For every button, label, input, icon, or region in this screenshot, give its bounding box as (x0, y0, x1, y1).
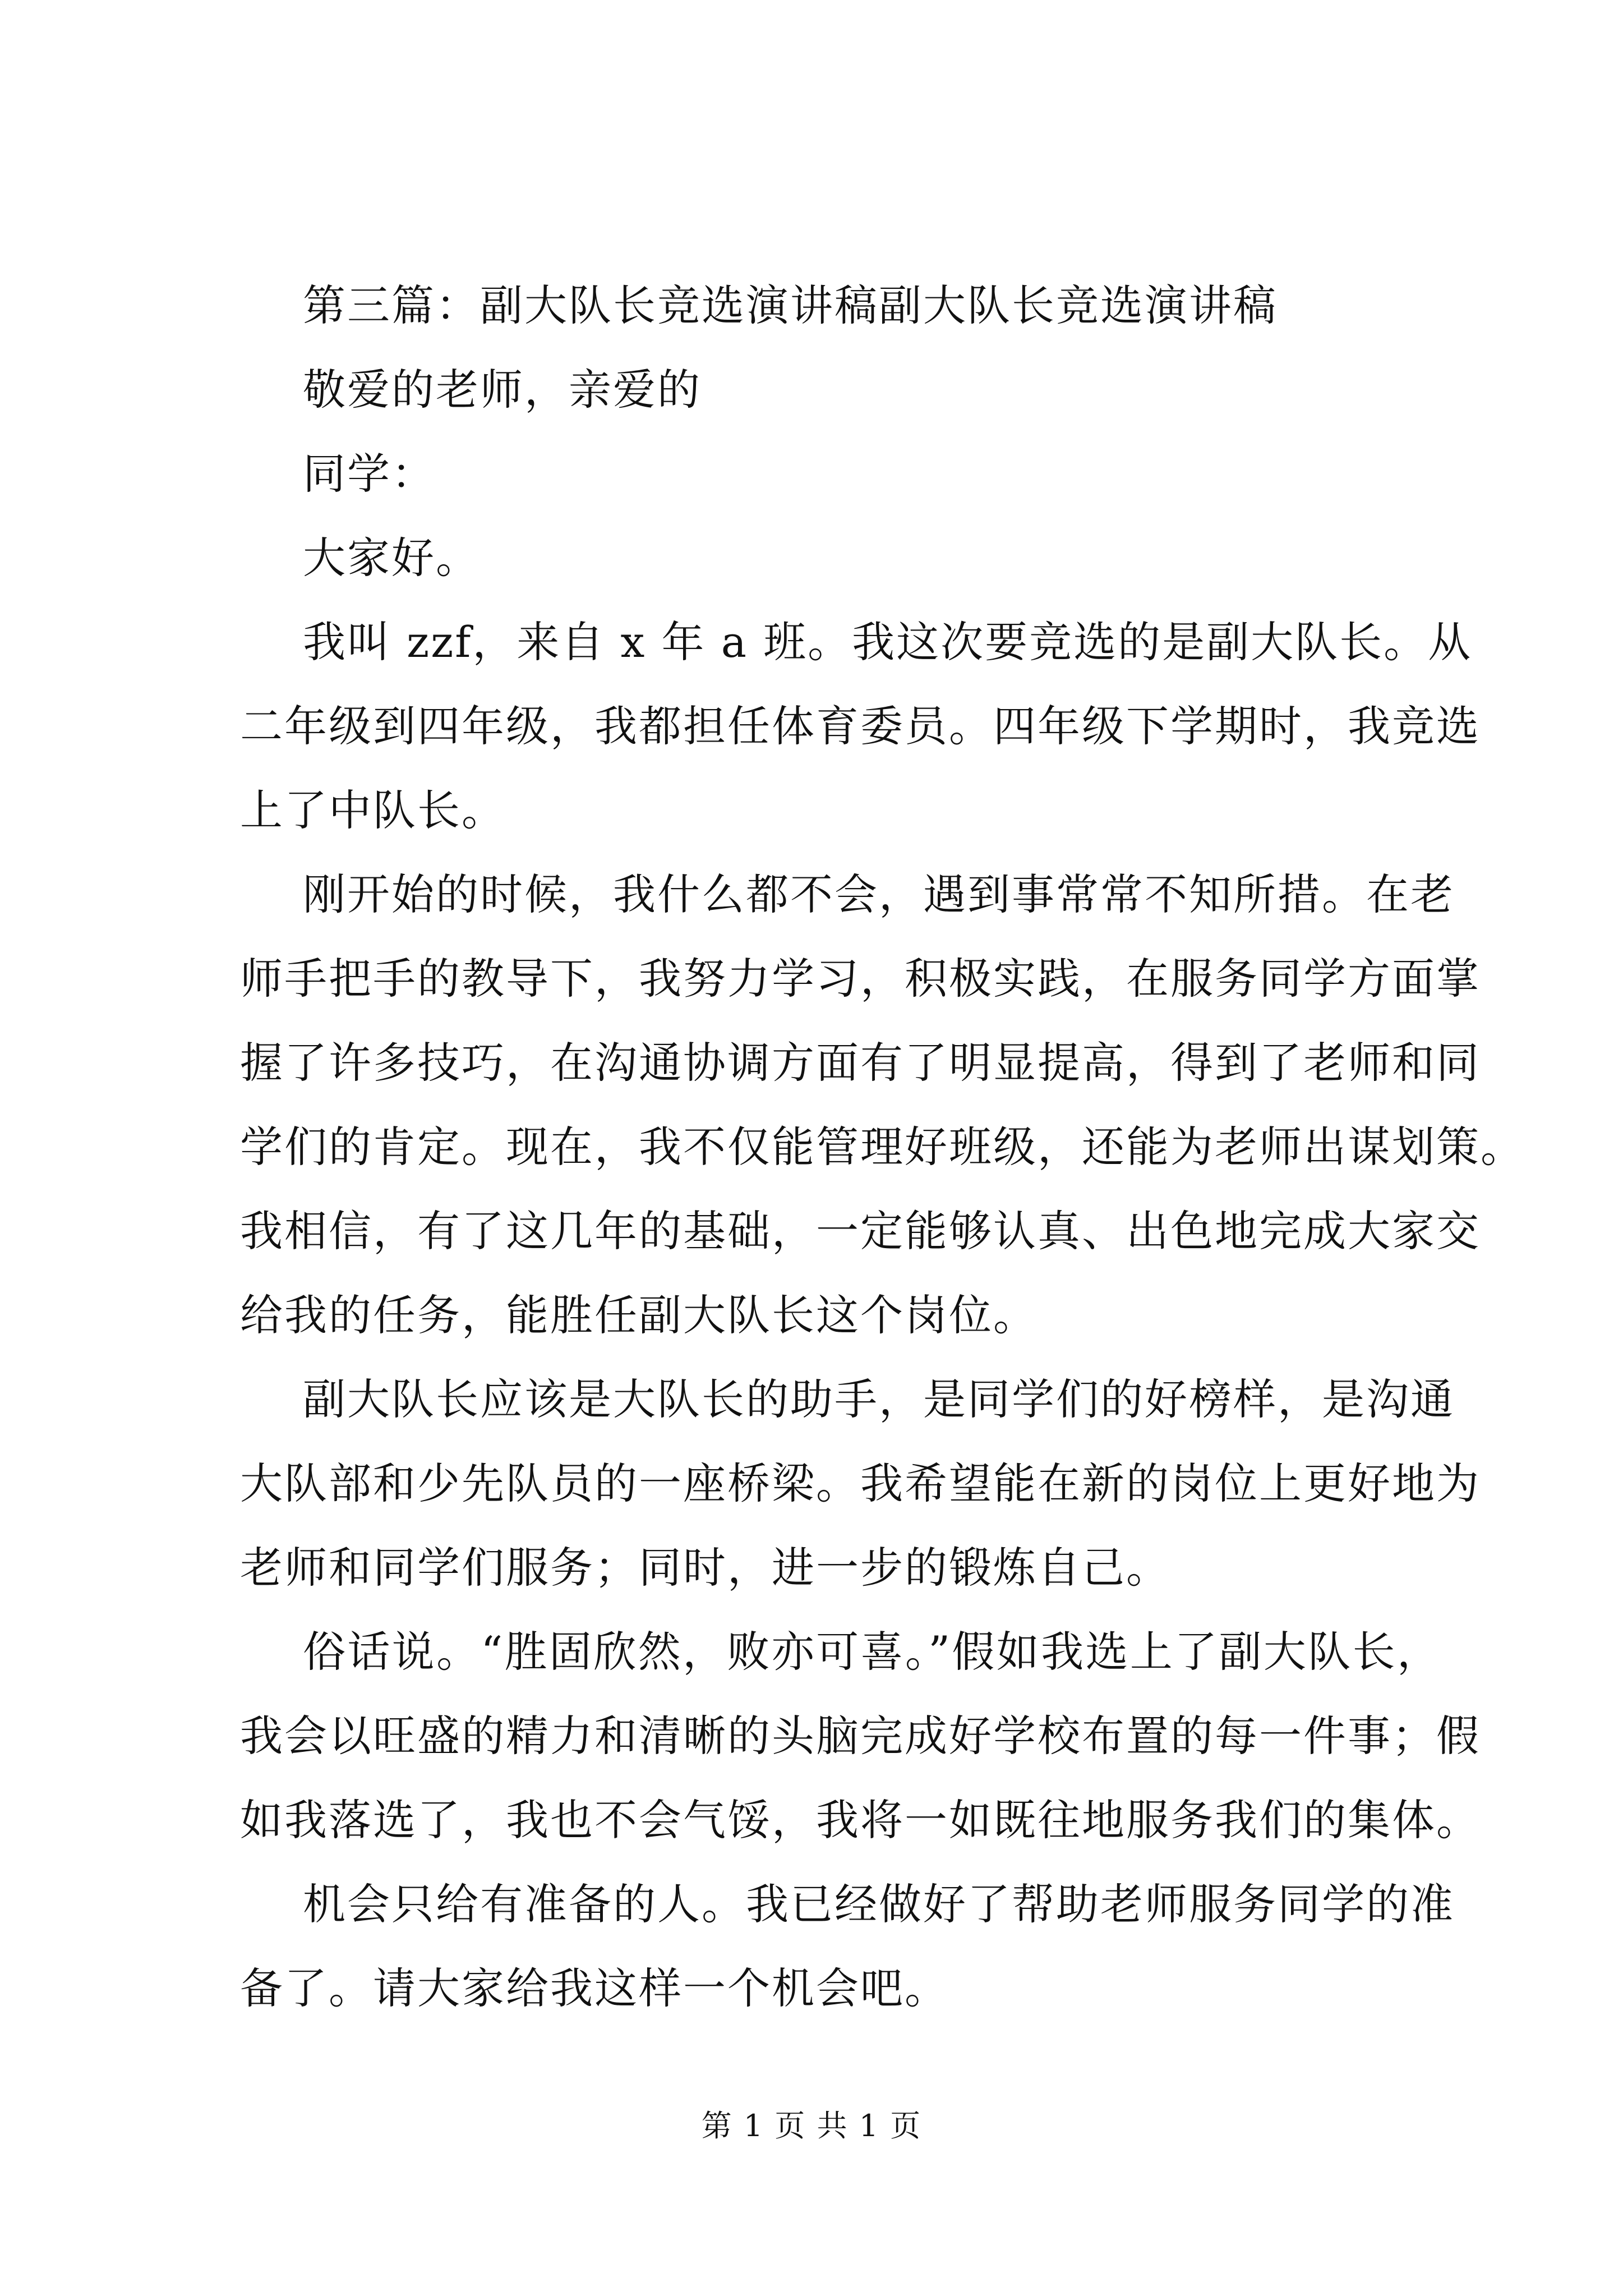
paragraph-line: 副大队长应该是大队长的助手，是同学们的好榜样，是沟通 (303, 1374, 1455, 1424)
page-number-footer: 第 1 页 共 1 页 (701, 2108, 922, 2143)
paragraph-line: 老师和同学们服务；同时，进一步的锻炼自己。 (240, 1543, 1170, 1593)
paragraph-line: 我叫 zzf，来自 x 年 a 班。我这次要竞选的是副大队长。从 (303, 617, 1473, 667)
paragraph-line: 如我落选了，我也不会气馁，我将一如既往地服务我们的集体。 (240, 1795, 1481, 1845)
paragraph-line: 学们的肯定。现在，我不仅能管理好班级，还能为老师出谋划策。 (240, 1122, 1525, 1172)
paragraph-line: 握了许多技巧，在沟通协调方面有了明显提高，得到了老师和同 (240, 1038, 1481, 1088)
paragraph-line: 我相信，有了这几年的基础，一定能够认真、出色地完成大家交 (240, 1206, 1481, 1256)
paragraph-line: 刚开始的时候，我什么都不会，遇到事常常不知所措。在老 (303, 869, 1455, 919)
paragraph-line: 给我的任务，能胜任副大队长这个岗位。 (240, 1290, 1038, 1340)
document-title: 第三篇：副大队长竞选演讲稿副大队长竞选演讲稿 (303, 280, 1278, 330)
salutation-line: 敬爱的老师，亲爱的 (303, 365, 702, 415)
salutation-line: 同学： (303, 449, 436, 499)
greeting-line: 大家好。 (303, 533, 480, 583)
paragraph-line: 机会只给有准备的人。我已经做好了帮助老师服务同学的准 (303, 1879, 1455, 1929)
paragraph-line: 师手把手的教导下，我努力学习，积极实践，在服务同学方面掌 (240, 954, 1481, 1004)
paragraph-line: 上了中队长。 (240, 785, 506, 835)
document-body (240, 264, 1525, 2031)
paragraph-line: 我会以旺盛的精力和清晰的头脑完成好学校布置的每一件事；假 (240, 1711, 1481, 1761)
paragraph-line: 大队部和少先队员的一座桥梁。我希望能在新的岗位上更好地为 (240, 1458, 1481, 1508)
paragraph-line: 俗话说。“胜固欣然，败亦可喜。”假如我选上了副大队长， (303, 1627, 1441, 1677)
paragraph-line: 二年级到四年级，我都担任体育委员。四年级下学期时，我竞选 (240, 701, 1481, 751)
paragraph-line: 备了。请大家给我这样一个机会吧。 (240, 1963, 949, 2013)
